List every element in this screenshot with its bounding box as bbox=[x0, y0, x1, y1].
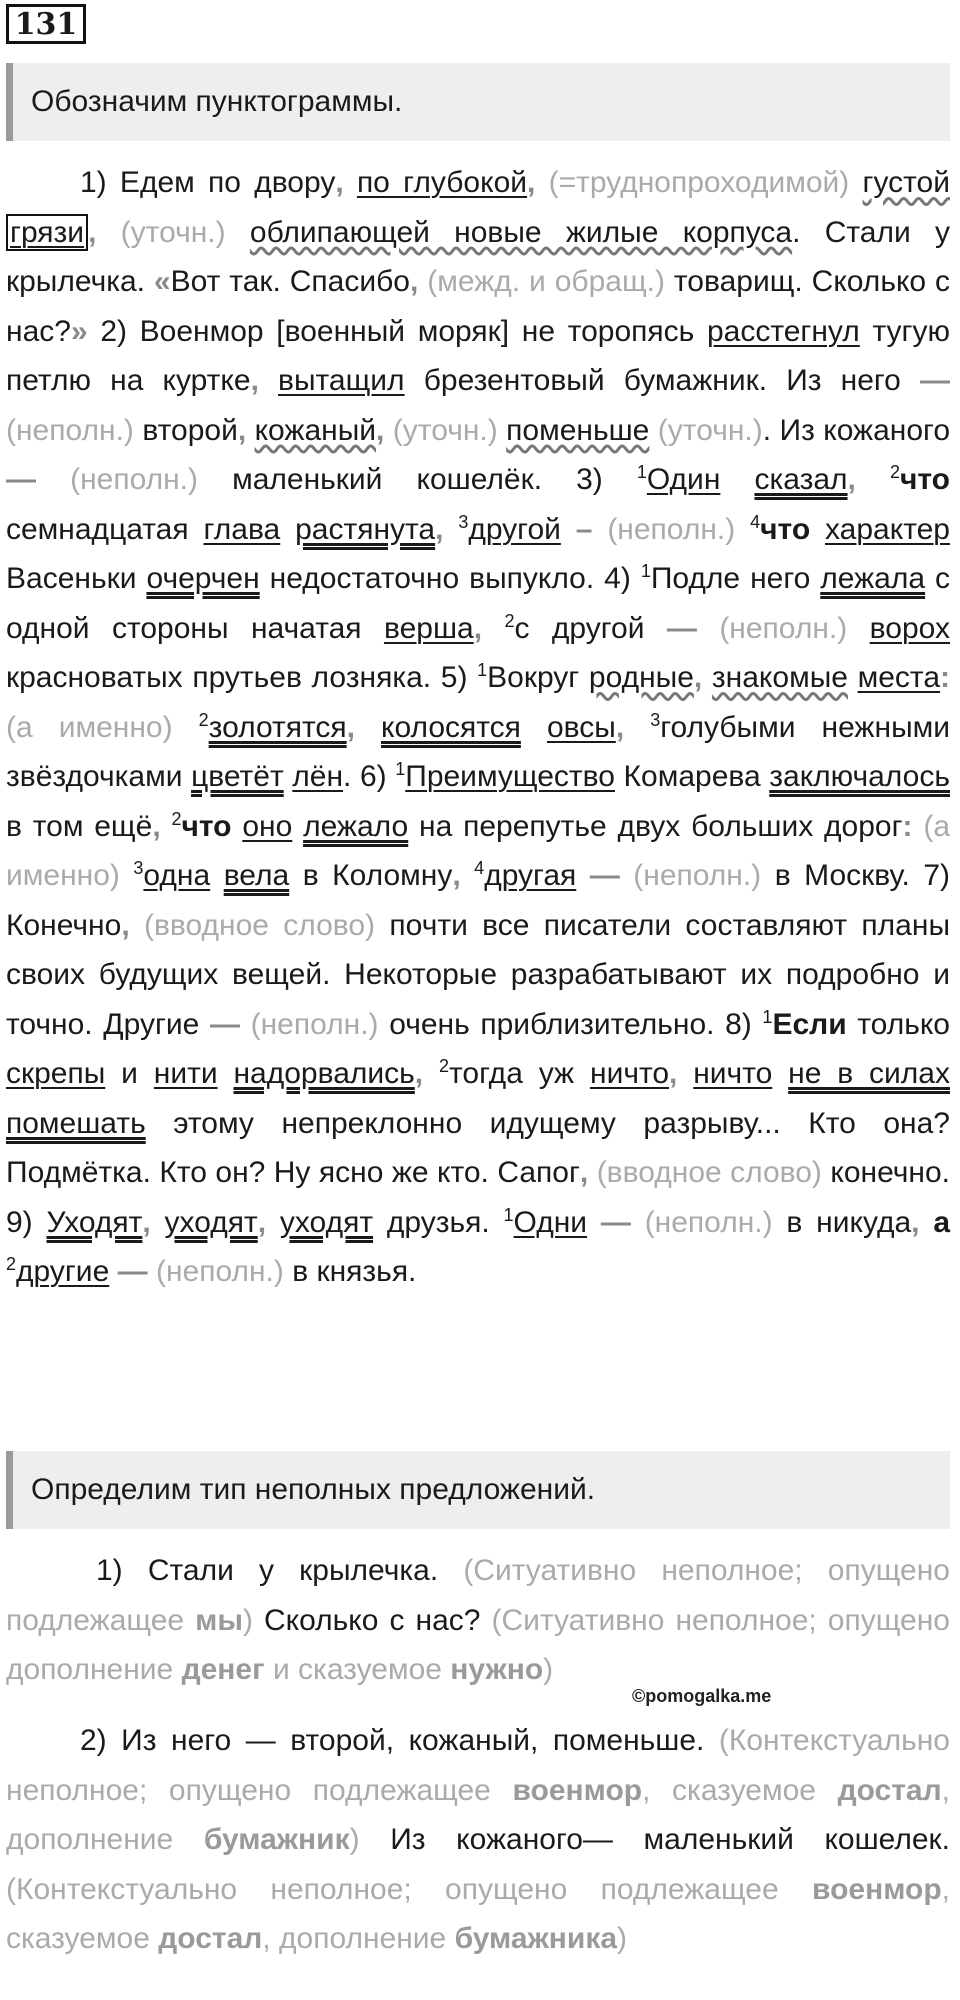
section-title-sentence-types: Определим тип неполных предложений. bbox=[6, 1451, 950, 1529]
exercise-text: 1) Едем по двору, по глубокой, (=труднопроходимой) густой грязи , (уточн.) облипающей новые жилые корпуса. Стали у крылечка. «Вот так. Спасибо, (межд. и обращ.) товарищ. Сколько с нас?» 2) Военмор [военный моряк] не торопясь расстегнул тугую петлю на куртке, вытащил брезентовый бумажник. Из него — (неполн.) второй, кожаный, (уточн.) поменьше (уточн.). Из кожаного — (неполн.) маленький кошелёк. 3) $^1$Один сказал, $^2$что семнадцатая глава растянута, $^3$другой – (неполн.) $^4$что характер Васеньки очерчен недостаточно выпукло. 4) $^1$Подле него лежала с одной стороны начатая верша, $^2$с другой — (неполн.) ворох красноватых прутьев лозняка. 5) $^1$Вокруг родные, знакомые места: (а именно) $^2$золотятся, колосятся овсы, $^3$голубыми нежными звёздочками цветёт лён. 6) $^1$Преимущество Комарева заключалось в том ещё, $^2$что оно лежало на перепутье двух больших дорог: (а именно) $^3$одна вела в Коломну, $^4$другая — (неполн.) в Москву. 7) Конечно, (вводное слово) почти все писатели составляют планы своих будущих вещей. Некоторые разрабатывают их подробно и точно. Другие — (неполн.) очень приблизительно. 8) $^1$Если только скрепы и нити надорвались, $^2$тогда уж ничто, ничто не в силах помешать этому непреклонно идущему разрыву... Кто она? Подмётка. Кто он? Ну ясно же кто. Сапог, (вводное слово) конечно. 9) Уходят, уходят, уходят друзья. $^1$Одни — (неполн.) в никуда, а $^2$другие — (неполн.) в князья. bbox=[6, 166, 951, 1288]
section-title-punctograms: Обозначим пунктограммы. bbox=[6, 63, 950, 141]
watermark: ©pomogalka.me bbox=[632, 1686, 772, 1706]
exercise-number: 131 bbox=[6, 4, 86, 44]
answer-paragraph-1: 1) Стали у крылечка. (Ситуативно неполное; опущено подлежащее мы) Сколько с нас? (Ситуативно неполное; опущено дополнение денег и сказуемое нужно) bbox=[6, 1554, 950, 1686]
answer-paragraph-2: 2) Из него — второй, кожаный, поменьше. (Контекстуально неполное; опущено подлежащее военмор, сказуемое достал, дополнение бумажник) Из кожаного— маленький кошелек. (Контекстуально неполное; опущено подлежащее военмор, сказуемое достал, дополнение бумажника) bbox=[6, 1724, 950, 1955]
